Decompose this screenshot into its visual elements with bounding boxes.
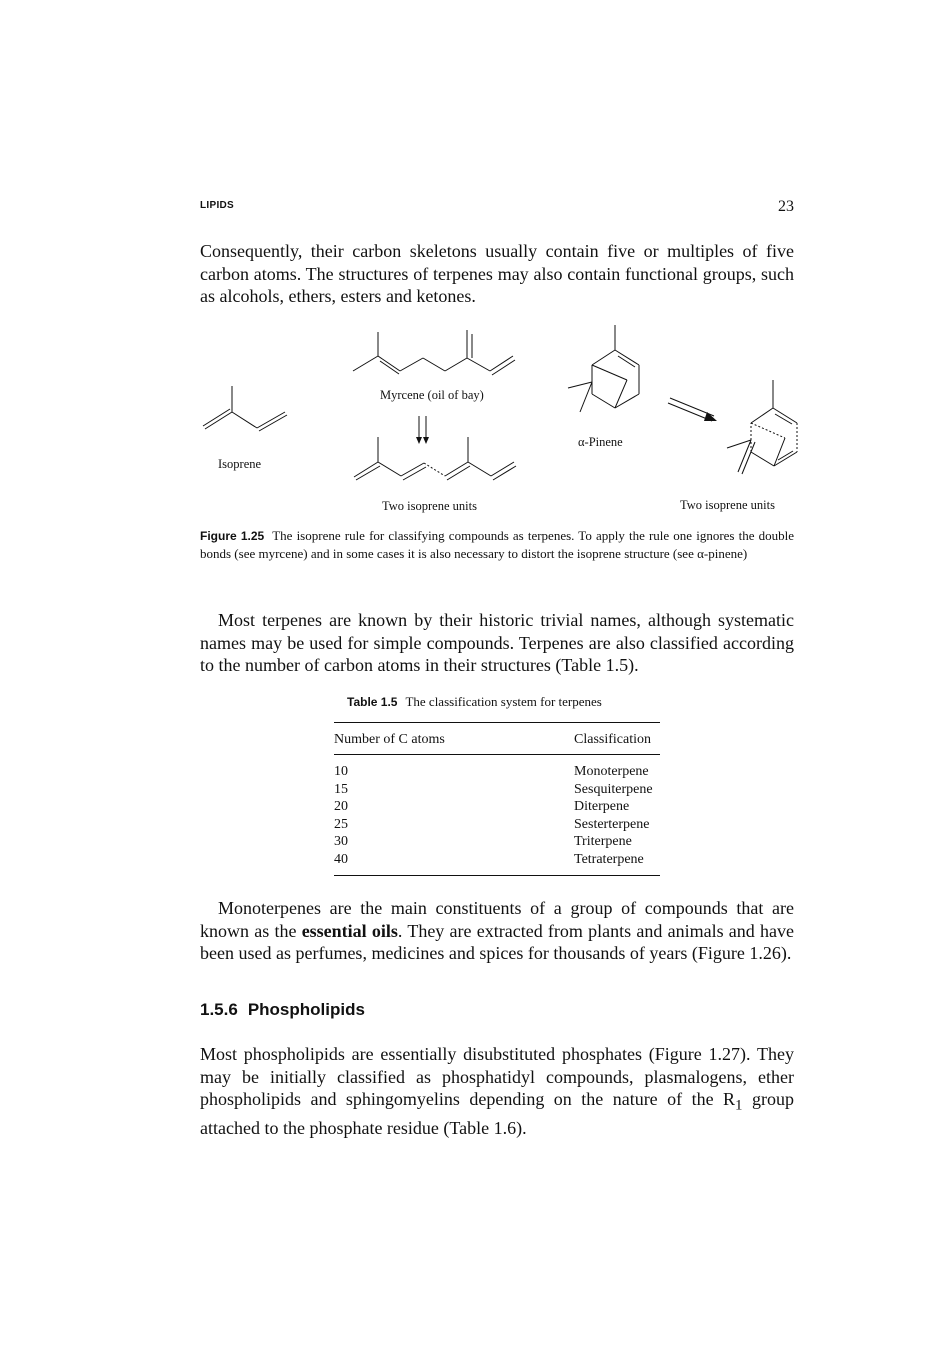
table-cell: 25 <box>334 816 348 832</box>
two-isoprene-units-ring <box>727 380 797 474</box>
table-title-text: The classification system for terpenes <box>405 694 602 709</box>
figure-caption-text: The isoprene rule for classifying compounds as terpenes. To apply the rule one ignores the double bonds (see myrcene) and in some cases it is also necessary to distort the isoprene structure (see α-pinene) <box>200 528 794 561</box>
essential-oils-term: essential oils <box>301 920 398 941</box>
terpene-classification-table <box>334 722 660 876</box>
running-title: LIPIDS <box>200 200 235 211</box>
isoprene-structure <box>203 386 287 431</box>
table-cell: Monoterpene <box>574 764 649 779</box>
label-two-isoprene-units-right: Two isoprene units <box>680 498 775 512</box>
terpene-structures-drawing <box>195 320 805 520</box>
table-cell: 30 <box>334 834 348 850</box>
label-isoprene: Isoprene <box>218 457 262 471</box>
section-heading <box>200 1000 365 1020</box>
table-cell: Diterpene <box>574 799 630 815</box>
table-row <box>334 816 660 834</box>
table-cell: 10 <box>334 764 348 779</box>
table-body <box>334 755 660 875</box>
label-two-isoprene-units-left: Two isoprene units <box>382 499 477 513</box>
table-cell: Sesquiterpene <box>574 781 653 797</box>
figure-isoprene-rule <box>195 320 805 520</box>
table-row <box>334 781 660 799</box>
table-header-row <box>334 723 660 755</box>
table-cell: Triterpene <box>574 834 632 850</box>
intro-paragraph: Consequently, their carbon skeletons usually contain five or multiples of five carbon atoms. The structures of terpenes may also contain functional groups, such as alcohols, ethers, esters and ketones. <box>200 241 794 306</box>
phospholipids-text-2: group attached to the phosphate residue (Table 1.6). <box>200 1089 794 1139</box>
table-number: Table 1.5 <box>347 695 398 709</box>
label-alpha-pinene: α-Pinene <box>578 435 623 449</box>
down-arrows <box>416 416 429 444</box>
table-header-cell: Classification <box>574 732 651 747</box>
trivial-names-paragraph: Most terpenes are known by their historic trivial names, although systematic names may be used for simple compounds. Terpenes are also classified according to the number of carbon atoms in their structures (Table 1.5). <box>200 610 794 675</box>
monoterpenes-text-2: . They are extracted from plants and animals and have been used as perfumes, medicines and spices for thousands of years (Figure 1.26). <box>200 920 795 963</box>
table-cell: 40 <box>334 851 348 867</box>
page-number: 23 <box>778 198 794 215</box>
figure-caption <box>200 527 794 562</box>
monoterpenes-paragraph <box>200 897 794 965</box>
table-row <box>334 763 660 781</box>
table-title <box>347 694 602 710</box>
section-number: 1.5.6 <box>200 1000 238 1019</box>
phospholipids-paragraph <box>200 1043 794 1140</box>
table-row <box>334 851 660 869</box>
two-isoprene-units-chain <box>354 437 516 480</box>
r1-subscript: 1 <box>735 1097 743 1114</box>
table-cell: Sesterterpene <box>574 816 650 832</box>
table-row <box>334 833 660 851</box>
table-cell: 20 <box>334 799 348 815</box>
myrcene-structure <box>353 330 515 375</box>
figure-number: Figure 1.25 <box>200 529 265 543</box>
phospholipids-text-1: Most phospholipids are essentially disubstituted phosphates (Figure 1.27). They may be initially classified as phosphatidyl compounds, plasmalogens, ether phospholipids and sphingomyelins depending on the nature of the R <box>200 1044 794 1109</box>
table-header-cell: Number of C atoms <box>334 732 445 747</box>
table-row <box>334 798 660 816</box>
table-cell: Tetraterpene <box>574 851 644 867</box>
alpha-pinene-structure <box>568 325 639 412</box>
monoterpenes-text-1: Monoterpenes are the main constituents of a group of compounds that are known as the <box>200 898 794 941</box>
section-title: Phospholipids <box>247 1000 365 1019</box>
table-cell: 15 <box>334 781 348 797</box>
double-arrow <box>668 398 717 421</box>
label-myrcene: Myrcene (oil of bay) <box>380 388 484 402</box>
running-head <box>200 198 794 218</box>
